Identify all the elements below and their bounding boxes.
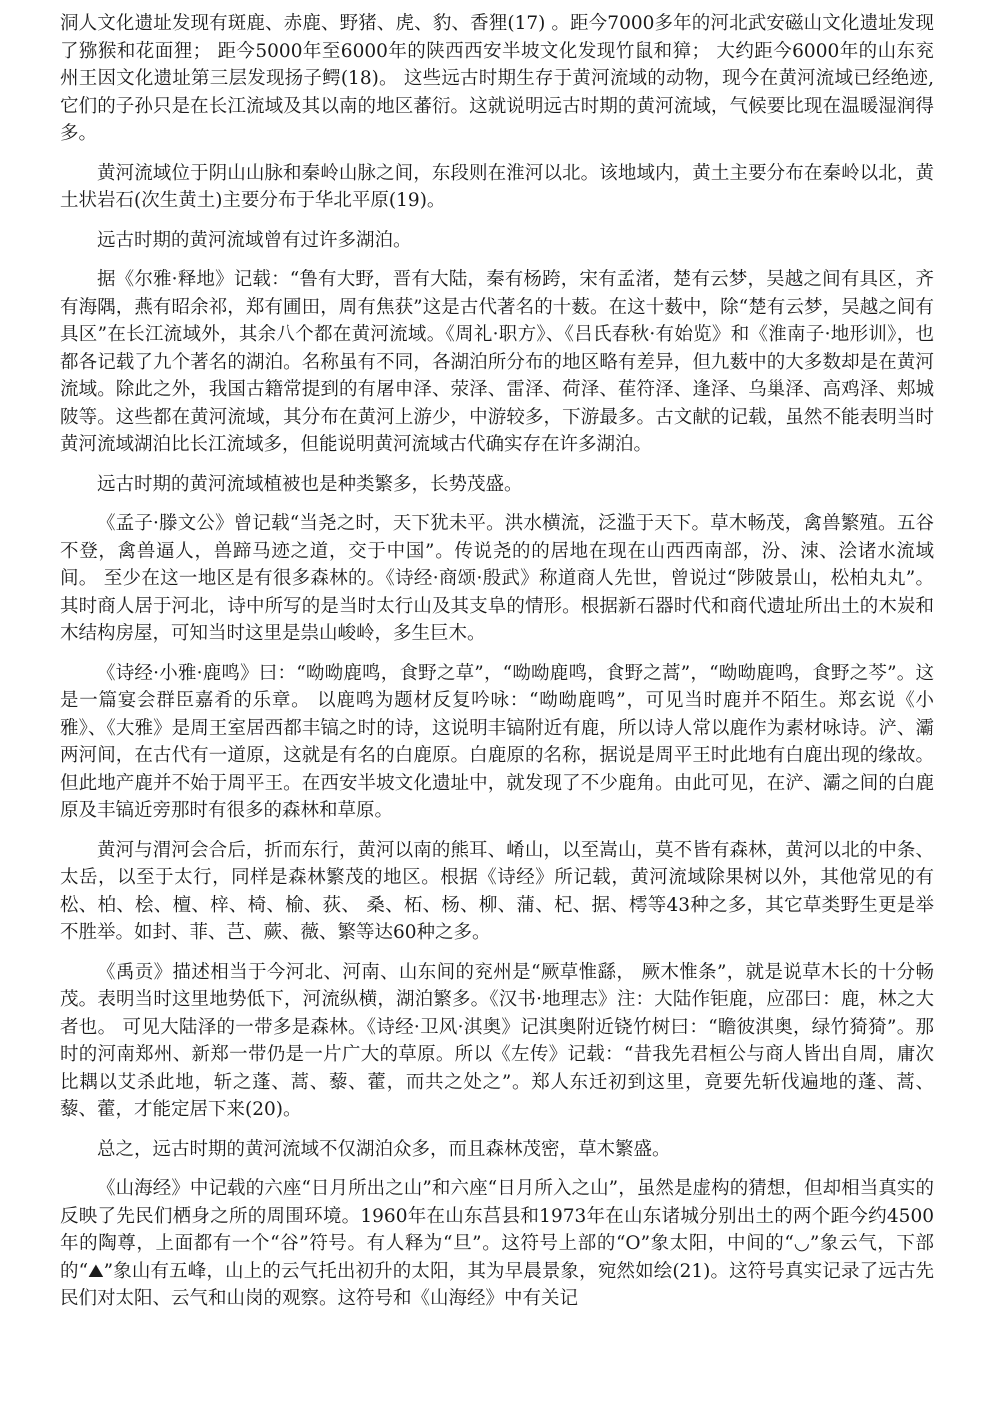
paragraph: 远古时期的黄河流域曾有过许多湖泊。	[97, 229, 412, 251]
paragraph: 远古时期的黄河流域植被也是种类繁多，长势茂盛。	[97, 473, 523, 495]
paragraph: 据《尔雅·释地》记载：“鲁有大野，晋有大陆，秦有杨跨，宋有孟渚，楚有云梦，吴越之间有具区，齐有海隅，燕有昭余祁，郑有圃田，周有焦获”这是古代著名的十薮。在这十薮中，除“楚有云梦，吴越之间有具区”在长江流域外，其余八个都在黄河流域。《周礼·职方》、《吕氏春秋·有始览》和《淮南子·地形训》，也都各记载了九个著名的湖泊。名称虽有不同，各湖泊所分布的地区略有差异，但九薮中的大多数却是在黄河流域。除此之外，我国古籍常提到的有屠申泽、荥泽、雷泽、荷泽、萑符泽、逢泽、乌巢泽、高鸡泽、郏城陂等。这些都在黄河流域，其分布在黄河上游少，中游较多，下游最多。古文献的记载，虽然不能表明当时黄河流域湖泊比长江流域多，但能说明黄河流域古代确实存在许多湖泊。	[60, 269, 934, 455]
paragraph: 黄河流域位于阴山山脉和秦岭山脉之间，东段则在淮河以北。该地域内，黄土主要分布在秦岭以北，黄土状岩石(次生黄土)主要分布于华北平原(19)。	[60, 162, 934, 211]
paragraph: 《诗经·小雅·鹿鸣》曰：“呦呦鹿鸣，食野之草”，“呦呦鹿鸣，食野之蒿”，“呦呦鹿鸣，食野之芩”。这是一篇宴会群臣嘉肴的乐章。 以鹿鸣为题材反复吟咏：“呦呦鹿鸣”，可见当时鹿并不陌生。郑玄说《小雅》、《大雅》是周王室居西都丰镐之时的诗，这说明丰镐附近有鹿，所以诗人常以鹿作为素材咏诗。浐、灞两河间，在古代有一道原，这就是有名的白鹿原。白鹿原的名称，据说是周平王时此地有白鹿出现的缘故。但此地产鹿并不始于周平王。在西安半坡文化遗址中，就发现了不少鹿角。由此可见，在浐、灞之间的白鹿原及丰镐近旁那时有很多的森林和草原。	[60, 662, 934, 821]
paragraph: 《孟子·滕文公》曾记载“当尧之时，天下犹未平。洪水横流，泛滥于天下。草木畅茂，禽兽繁殖。五谷不登，禽兽逼人，兽蹄马迹之道，交于中国”。传说尧的的居地在现在山西西南部，汾、涑、浍诸水流域间。 至少在这一地区是有很多森林的。《诗经·商颂·殷武》称道商人先世，曾说过“陟陂景山，松柏丸丸”。其时商人居于河北，诗中所写的是当时太行山及其支阜的情形。根据新石器时代和商代遗址所出土的木炭和木结构房屋，可知当时这里是祟山峻岭，多生巨木。	[60, 513, 934, 644]
paragraph: 《山海经》中记载的六座“日月所出之山”和六座“日月所入之山”，虽然是虚构的猜想，但却相当真实的反映了先民们栖身之所的周围环境。1960年在山东莒县和1973年在山东诸城分别出土的两个距今约4500年的陶尊，上面都有一个“⾕”符号。有人释为“旦”。这符号上部的“O”象太阳，中间的“◡”象云气，下部的“⛰”象山有五峰，山上的云气托出初升的太阳，其为早晨景象，宛然如绘(21)。这符号真实记录了远古先民们对太阳、云气和山岗的观察。这符号和《山海经》中有关记	[60, 1178, 934, 1309]
paragraph: 《禹贡》描述相当于今河北、河南、山东间的兖州是“厥草惟繇， 厥木惟条”，就是说草木长的十分畅茂。表明当时这里地势低下，河流纵横，湖泊繁多。《汉书·地理志》注：大陆作钜鹿，应邵曰：鹿，林之大者也。 可见大陆泽的一带多是森林。《诗经·卫风·淇奥》记淇奥附近铙竹树曰：“瞻彼淇奥，绿竹猗猗”。那时的河南郑州、新郑一带仍是一片广大的草原。所以《左传》记载：“昔我先君桓公与商人皆出自周，庸次比耦以艾杀此地，斩之蓬、蒿、藜、藿，而共之处之”。郑人东迁初到这里，竟要先斩伐遍地的蓬、蒿、藜、藿，才能定居下来(20)。	[60, 961, 934, 1120]
paragraph: 黄河与渭河会合后，折而东行，黄河以南的熊耳、崤山，以至嵩山，莫不皆有森林，黄河以北的中条、太岳，以至于太行，同样是森林繁茂的地区。根据《诗经》所记载，黄河流域除果树以外，其他常见的有松、柏、桧、檀、梓、椅、榆、荻、 桑、柘、杨、柳、蒲、杞、据、樗等43种之多，其它草类野生更是举不胜举。如封、菲、芑、蕨、薇、繁等达60种之多。	[60, 839, 934, 943]
document-page	[60, 10, 934, 1325]
paragraph: 总之，远古时期的黄河流域不仅湖泊众多，而且森林茂密，草木繁盛。	[97, 1138, 671, 1160]
paragraph: 洞人文化遗址发现有斑鹿、赤鹿、野猪、虎、豹、香狸(17) 。距今7000多年的河北武安磁山文化遗址发现了猕猴和花面狸； 距今5000年至6000年的陕西西安半坡文化发现竹鼠和獐； 大约距今6000年的山东兖州王因文化遗址第三层发现扬子鳄(18)。 这些远古时期生存于黄河流域的动物，现今在黄河流域已经绝迹,它们的子孙只是在长江流域及其以南的地区蕃衍。这就说明远古时期的黄河流域，气候要比现在温暖湿润得多。	[60, 13, 934, 144]
